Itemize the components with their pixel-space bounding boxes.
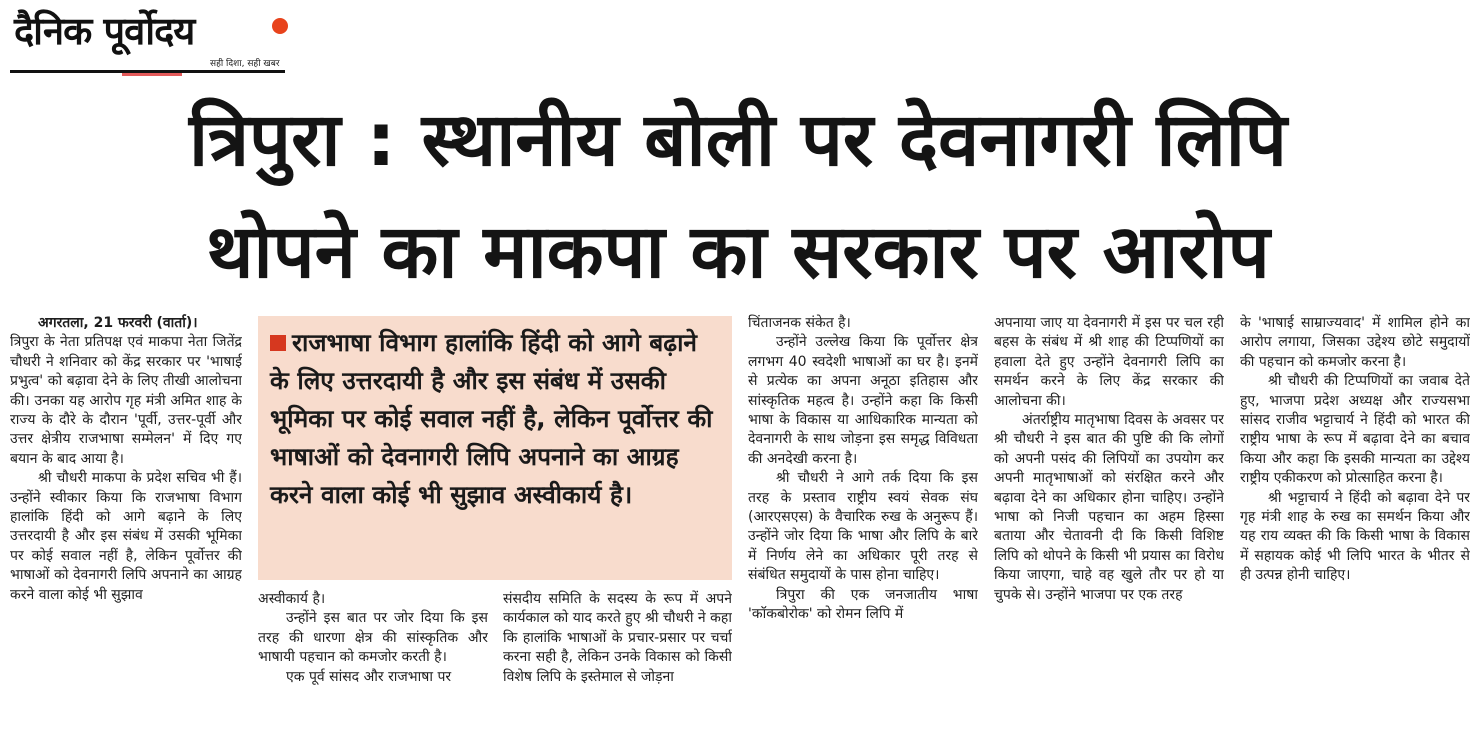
pull-quote-box [258,316,732,580]
paragraph: अपनाया जाए या देवनागरी में इस पर चल रही बहस के संबंध में श्री शाह की टिप्पणियों का हवाला देते हुए उन्होंने देवनागरी लिपि का समर्थन करने के लिए केंद्र सरकार की आलोचना की। [994,315,1224,409]
paragraph: त्रिपुरा के नेता प्रतिपक्ष एवं माकपा नेता जितेंद्र चौधरी ने शनिवार को केंद्र सरकार पर 'भाषाई प्रभुत्व' को बढ़ावा देने के लिए तीखी आलोचना की। उनका यह आरोप गृह मंत्री अमित शाह के राज्य के दौरे के दौरान 'पूर्वी, उत्तर-पूर्वी और उत्तर क्षेत्रीय राजभाषा सम्मेलन' में दिए गए बयान के बाद आया है। [10,334,242,467]
headline-line-1: त्रिपुरा : स्थानीय बोली पर देवनागरी लिपि [189,97,1287,183]
paragraph: उन्होंने उल्लेख किया कि पूर्वोत्तर क्षेत्र लगभग 40 स्वदेशी भाषाओं का घर है। इनमें से प्रत्येक का अपना अनूठा इतिहास और सांस्कृतिक महत्व है। उन्होंने कहा कि किसी भाषा के विकास या आधिकारिक मान्यता को देवनागरी के साथ जोड़ना इस समृद्ध विविधता की अनदेखी करना है। [748,334,978,467]
paragraph: उन्होंने इस बात पर जोर दिया कि इस तरह की धारणा क्षेत्र की सांस्कृतिक और भाषायी पहचान को कमजोर करती है। [258,610,488,666]
article-column-2 [258,590,488,726]
pull-quote: राजभाषा विभाग हालांकि हिंदी को आगे बढ़ाने के लिए उत्तरदायी है और इस संबंध में उसकी भूमिका पर कोई सवाल नहीं है, लेकिन पूर्वोत्तर की भाषाओं को देवनागरी लिपि अपनाने का आग्रह करने वाला कोई भी सुझाव अस्वीकार्य है। [270,328,713,509]
article-column-6 [1240,314,1470,726]
paragraph: अंतर्राष्ट्रीय मातृभाषा दिवस के अवसर पर श्री चौधरी ने इस बात की पुष्टि की कि लोगों को अपनी पसंद की लिपियों का उपयोग कर अपनी मातृभाषाओं को संरक्षित करने और बढ़ावा देने का अधिकार होना चाहिए। उन्होंने भाषा को निजी पहचान का अहम हिस्सा बताया और चेतावनी दी कि किसी विशिष्ट लिपि को थोपने के किसी भी प्रयास का विरोध किया जाएगा, चाहे वह खुले तौर पर हो या चुपके से। उन्होंने भाजपा पर एक तरह [994,412,1224,603]
paragraph: चिंताजनक संकेत है। [748,315,851,331]
headline [0,84,1476,308]
paragraph: श्री चौधरी की टिप्पणियों का जवाब देते हुए, भाजपा प्रदेश अध्यक्ष और राज्यसभा सांसद राजीव भट्टाचार्य ने हिंदी को भारत की राष्ट्रीय भाषा के रूप में बढ़ावा देने का बचाव किया और कहा कि इसकी मान्यता का उद्देश्य राष्ट्रीय एकीकरण को प्रोत्साहित करना है। [1240,373,1470,487]
paragraph: अस्वीकार्य है। [258,591,326,607]
paragraph: एक पूर्व सांसद और राजभाषा पर [286,668,452,685]
paragraph: श्री भट्टाचार्य ने हिंदी को बढ़ावा देने पर गृह मंत्री शाह के रुख का समर्थन किया और यह राय व्यक्त की कि किसी भाषा के विकास में सहायक कोई भी लिपि भारत के भीतर से ही उत्पन्न होनी चाहिए। [1240,489,1470,584]
square-bullet-icon [270,335,286,351]
masthead-logo: दैनिक पूर्वोदय [14,8,195,53]
masthead-tagline: सही दिशा, सही खबर [210,59,280,69]
article-column-1 [10,314,242,726]
paragraph: श्री चौधरी ने आगे तर्क दिया कि इस तरह के प्रस्ताव राष्ट्रीय स्वयं सेवक संघ (आरएसएस) के वैचारिक रुख के अनुरूप हैं। उन्होंने जोर दिया कि भाषा और लिपि के बारे में निर्णय लेने का अधिकार पूरी तरह से संबंधित समुदायों के पास होना चाहिए। [748,470,978,584]
article-column-4 [748,314,978,726]
paragraph: संसदीय समिति के सदस्य के रूप में अपने कार्यकाल को याद करते हुए श्री चौधरी ने कहा कि हालांकि भाषाओं के प्रचार-प्रसार पर चर्चा करना सही है, लेकिन उनके विकास को किसी विशेष लिपि के इस्तेमाल से जोड़ना [503,591,732,685]
paragraph: के 'भाषाई साम्राज्यवाद' में शामिल होने का आरोप लगाया, जिसका उद्देश्य छोटे समुदायों की पहचान को कमजोर करना है। [1240,315,1470,370]
dateline: अगरतला, 21 फरवरी (वार्ता)। [38,315,198,331]
masthead [10,4,285,74]
article-column-5 [994,314,1224,726]
headline-line-2: थोपने का माकपा का सरकार पर आरोप [206,209,1270,295]
paragraph: त्रिपुरा की एक जनजातीय भाषा 'कॉकबोरोक' को रोमन लिपि में [748,586,978,623]
paragraph: श्री चौधरी माकपा के प्रदेश सचिव भी हैं। उन्होंने स्वीकार किया कि राजभाषा विभाग हालांकि हिंदी को आगे बढ़ाने के लिए उत्तरदायी है और इस संबंध में उसकी भूमिका पर कोई सवाल नहीं है, लेकिन पूर्वोत्तर की भाषाओं को देवनागरी लिपि अपनाने का आग्रह करने वाला कोई भी सुझाव [10,470,242,603]
masthead-accent-rule [122,73,182,76]
article-column-3 [503,590,732,726]
logo-sun-icon [272,18,288,34]
